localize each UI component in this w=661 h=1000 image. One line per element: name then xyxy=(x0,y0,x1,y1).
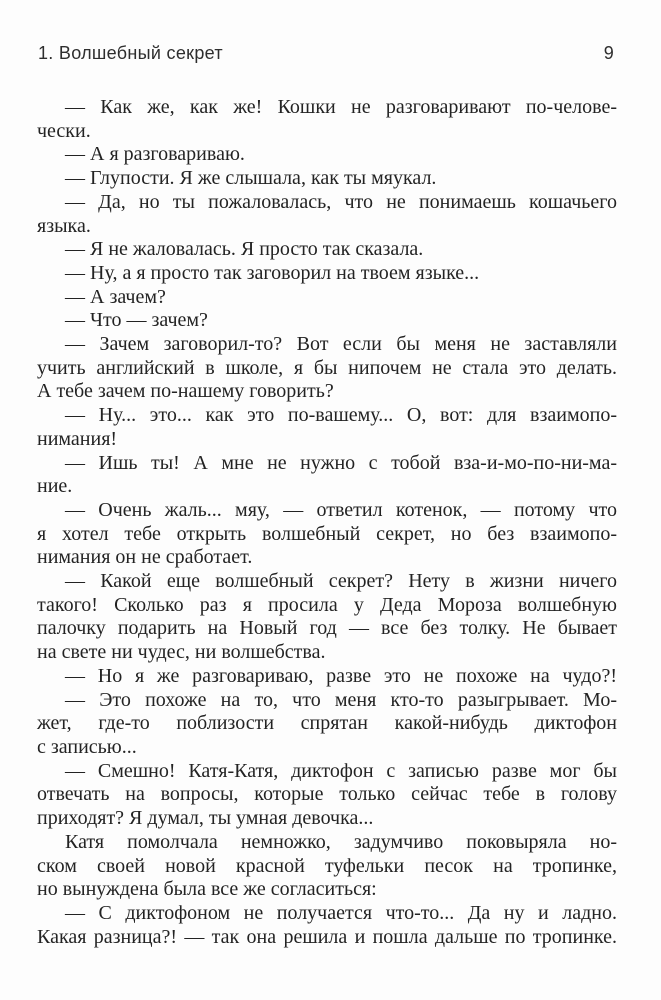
text-line: ском своей новой красной туфельки песок на тропинке, xyxy=(37,854,617,877)
text-line: жет, где-то поблизости спрятан какой-нибудь диктофон xyxy=(37,712,617,735)
running-head xyxy=(38,43,614,64)
text-line: — С диктофоном не получается что-то... Да ну и ладно. xyxy=(65,901,617,924)
text-line: А тебе зачем по-нашему говорить? xyxy=(37,380,334,403)
text-line: — Как же, как же! Кошки не разговаривают по-челове- xyxy=(65,96,617,118)
text-line: на свете ни чудес, ни волшебства. xyxy=(37,641,326,664)
text-line: — Ну... это... как это по-вашему... О, вот: для взаимопо- xyxy=(65,404,617,427)
text-line: — А я разговариваю. xyxy=(65,143,245,166)
text-line: — Но я же разговариваю, разве это не похоже на чудо?! xyxy=(65,664,617,687)
text-line: Катя помолчала немножко, задумчиво поковыряла но- xyxy=(65,830,617,853)
text-line: с записью... xyxy=(37,735,137,758)
chapter-title: 1. Волшебный секрет xyxy=(38,43,223,63)
text-line: — А зачем? xyxy=(65,285,166,308)
text-line: нимания! xyxy=(37,427,118,450)
text-line: палочку подарить на Новый год — все без толку. Не бывает xyxy=(37,617,617,640)
text-line: но вынуждена была все же согласиться: xyxy=(37,878,377,901)
body-text xyxy=(37,96,617,949)
text-line: — Ишь ты! А мне не нужно с тобой вза-и-мо-по-ни-ма- xyxy=(65,451,617,474)
text-line: языка. xyxy=(37,214,91,237)
text-line: — Ну, а я просто так заговорил на твоем языке... xyxy=(65,261,480,284)
text-line: — Я не жаловалась. Я просто так сказала. xyxy=(65,238,424,261)
text-line: — Что — зачем? xyxy=(65,309,208,332)
text-line: — Смешно! Катя-Катя, диктофон с записью разве мог бы xyxy=(65,759,617,782)
text-line: нимания он не сработает. xyxy=(37,546,253,569)
text-line: — Глупости. Я же слышала, как ты мяукал. xyxy=(65,167,437,190)
text-line: чески. xyxy=(37,119,91,142)
text-line: — Это похоже на то, что меня кто-то разыгрывает. Мо- xyxy=(65,688,617,711)
page-number: 9 xyxy=(603,43,614,63)
text-line: такого! Сколько раз я просила у Деда Мороза волшебную xyxy=(37,593,617,616)
text-line: я хотел тебе открыть волшебный секрет, но без взаимопо- xyxy=(37,522,617,545)
text-line: учить английский в школе, я бы нипочем не стала это делать. xyxy=(37,356,617,379)
text-line: — Очень жаль... мяу, — ответил котенок, — потому что xyxy=(65,498,617,521)
text-line: Какая разница?! — так она решила и пошла дальше по тропинке. xyxy=(37,925,617,948)
text-line: — Зачем заговорил-то? Вот если бы меня не заставляли xyxy=(65,333,617,356)
text-line: — Да, но ты пожаловалась, что не понимаешь кошачьего xyxy=(65,190,617,213)
text-line: — Какой еще волшебный секрет? Нету в жизни ничего xyxy=(65,570,617,593)
text-line: отвечать на вопросы, которые только сейчас тебе в голову xyxy=(37,783,617,806)
text-line: ние. xyxy=(37,475,73,498)
text-line: приходят? Я думал, ты умная девочка... xyxy=(37,807,374,830)
